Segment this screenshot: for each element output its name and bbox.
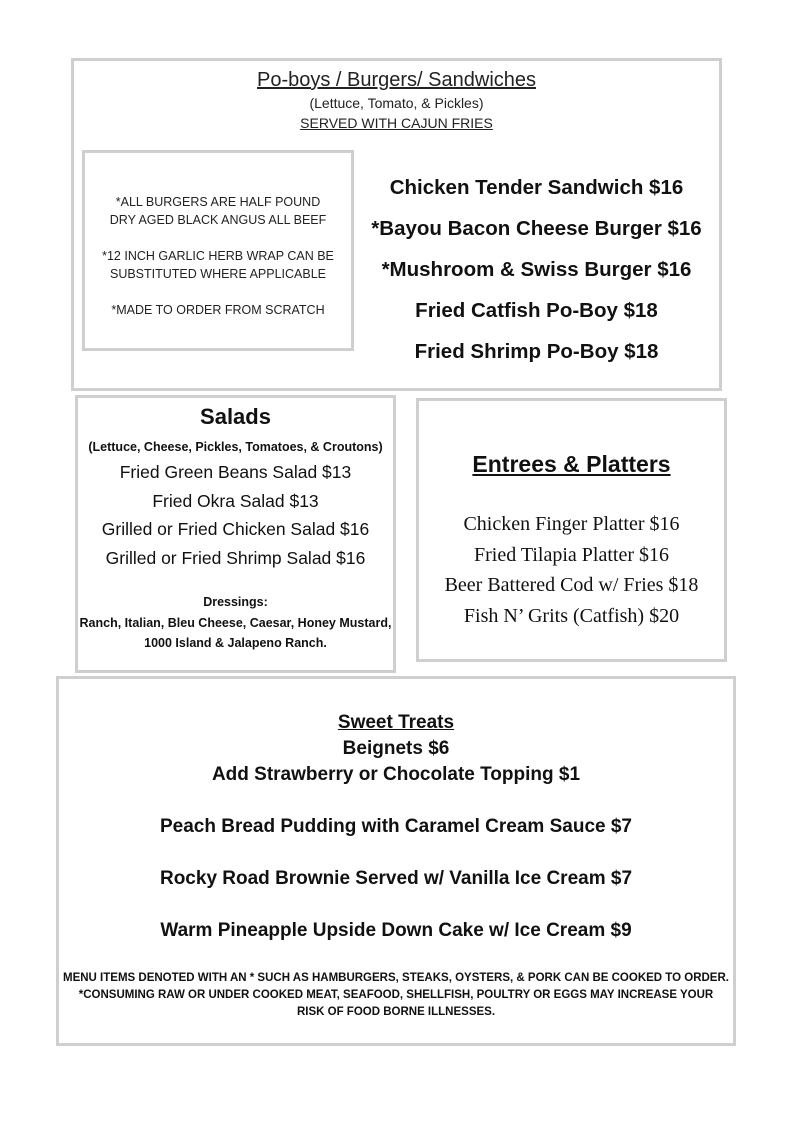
- entrees-title: Entrees & Platters: [472, 451, 671, 477]
- poboys-title: Po-boys / Burgers/ Sandwiches: [256, 69, 537, 91]
- menu-item-cake: Warm Pineapple Upside Down Cake w/ Ice Cream $9: [160, 920, 632, 941]
- salads-list: [78, 458, 393, 572]
- menu-item: Fried Okra Salad $13: [152, 490, 319, 511]
- menu-item: *Bayou Bacon Cheese Burger $16: [371, 217, 702, 240]
- poboys-served-with: SERVED WITH CAJUN FRIES: [300, 115, 493, 131]
- note-wrap-line2: SUBSTITUTED WHERE APPLICABLE: [109, 267, 327, 281]
- note-burgers-line2: DRY AGED BLACK ANGUS ALL BEEF: [109, 213, 327, 227]
- menu-item: Fried Green Beans Salad $13: [119, 462, 352, 482]
- disclaimer-line2: *CONSUMING RAW OR UNDER COOKED MEAT, SEAFOOD, SHELLFISH, POULTRY OR EGGS MAY INCREASE YOUR: [78, 989, 714, 1001]
- note-burgers-line1: *ALL BURGERS ARE HALF POUND: [115, 195, 321, 209]
- dressings-line2: 1000 Island & Jalapeno Ranch.: [144, 636, 327, 650]
- menu-item-topping: Add Strawberry or Chocolate Topping $1: [211, 764, 581, 785]
- menu-item: Fried Tilapia Platter $16: [474, 543, 669, 566]
- salads-section: [75, 395, 396, 673]
- menu-item: Chicken Tender Sandwich $16: [389, 176, 684, 199]
- menu-item: Grilled or Fried Chicken Salad $16: [101, 519, 370, 539]
- note-wrap-line1: *12 INCH GARLIC HERB WRAP CAN BE: [102, 249, 334, 263]
- menu-item-pudding: Peach Bread Pudding with Caramel Cream Sauce $7: [159, 816, 632, 837]
- menu-item: Fried Shrimp Po-Boy $18: [414, 340, 659, 363]
- poboys-subtitle: (Lettuce, Tomato, & Pickles): [309, 95, 484, 111]
- entrees-section: [416, 398, 727, 662]
- sweets-title: Sweet Treats: [337, 712, 455, 733]
- disclaimer-line1: MENU ITEMS DENOTED WITH AN * SUCH AS HAMBURGERS, STEAKS, OYSTERS, & PORK CAN BE COOKED TO ORDER.: [63, 972, 729, 984]
- salads-subtitle: (Lettuce, Cheese, Pickles, Tomatoes, & Croutons): [88, 440, 383, 454]
- poboys-items: [364, 173, 709, 378]
- burger-notes-box: [82, 150, 354, 351]
- salads-title: Salads: [200, 404, 271, 429]
- menu-item-brownie: Rocky Road Brownie Served w/ Vanilla Ice Cream $7: [159, 868, 633, 889]
- note-scratch: *MADE TO ORDER FROM SCRATCH: [111, 303, 325, 317]
- dressings-line1: Ranch, Italian, Bleu Cheese, Caesar, Honey Mustard,: [79, 616, 392, 630]
- menu-item: Beer Battered Cod w/ Fries $18: [444, 574, 699, 596]
- menu-item: Chicken Finger Platter $16: [463, 513, 680, 535]
- menu-item: Fish N’ Grits (Catfish) $20: [463, 604, 680, 627]
- entrees-list: [419, 509, 724, 631]
- menu-item: Fried Catfish Po-Boy $18: [415, 299, 658, 322]
- menu-item-beignets: Beignets $6: [342, 738, 450, 759]
- poboys-section: [71, 58, 722, 391]
- disclaimer-line3: RISK OF FOOD BORNE ILLNESSES.: [296, 1006, 496, 1018]
- sweets-section: [56, 676, 736, 1046]
- dressings-title: Dressings:: [203, 595, 268, 609]
- menu-item: *Mushroom & Swiss Burger $16: [381, 258, 692, 281]
- menu-item: Grilled or Fried Shrimp Salad $16: [105, 547, 366, 568]
